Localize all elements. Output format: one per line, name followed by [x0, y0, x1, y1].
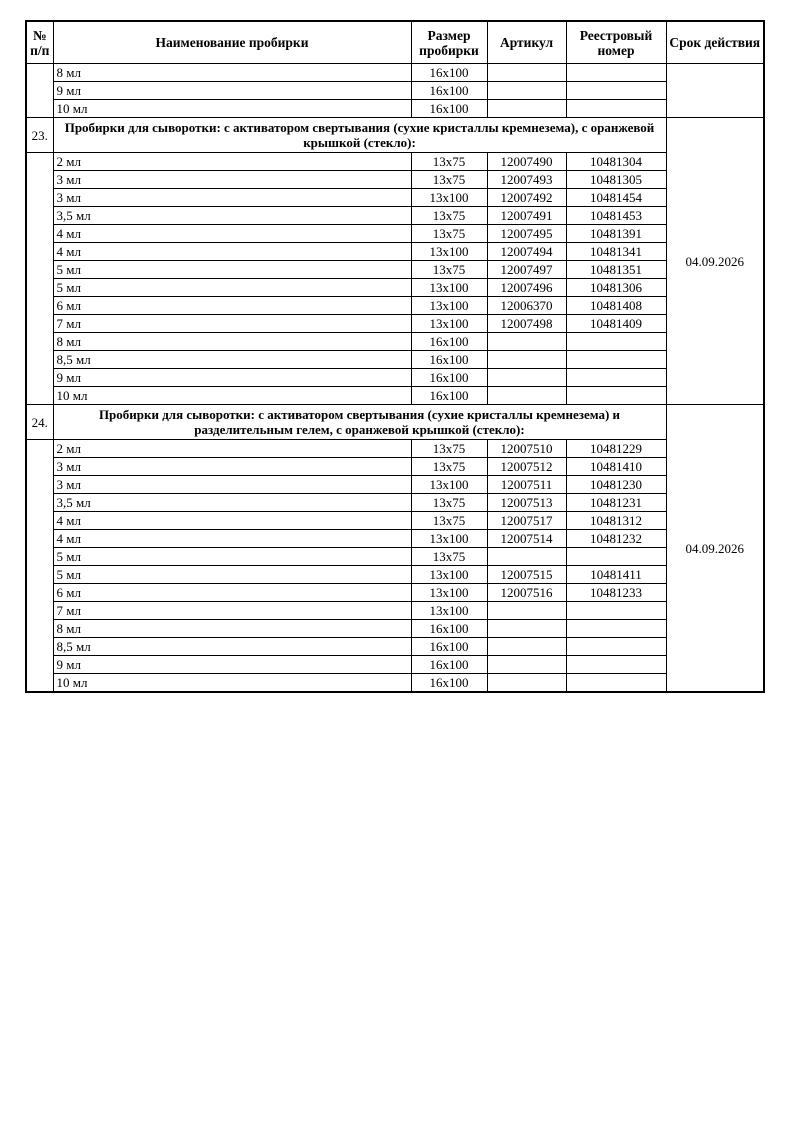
header-size: Размер пробирки	[411, 21, 487, 64]
cell-size: 16x100	[411, 82, 487, 100]
cell-name: 10 мл	[53, 100, 411, 118]
cell-size: 13x100	[411, 602, 487, 620]
validity-cell: 04.09.2026	[666, 405, 764, 693]
table-row	[26, 100, 764, 118]
cell-registry	[566, 387, 666, 405]
cell-size: 13x75	[411, 548, 487, 566]
cell-registry: 10481454	[566, 189, 666, 207]
cell-name: 3 мл	[53, 476, 411, 494]
cell-size: 16x100	[411, 64, 487, 82]
table-row	[26, 476, 764, 494]
section-number: 24.	[26, 405, 53, 440]
cell-size: 13x100	[411, 279, 487, 297]
cell-size: 13x100	[411, 584, 487, 602]
cell-article	[487, 387, 566, 405]
cell-size: 13x75	[411, 458, 487, 476]
table-row	[26, 297, 764, 315]
cell-registry: 10481453	[566, 207, 666, 225]
validity-cell	[666, 64, 764, 118]
cell-name: 8,5 мл	[53, 638, 411, 656]
cell-article	[487, 100, 566, 118]
cell-registry	[566, 351, 666, 369]
cell-name: 10 мл	[53, 387, 411, 405]
section-title: Пробирки для сыворотки: с активатором свертывания (сухие кристаллы кремнезема), с оранжевой крышкой (стекло):	[53, 118, 666, 153]
cell-registry	[566, 369, 666, 387]
cell-name: 3 мл	[53, 458, 411, 476]
table-row	[26, 584, 764, 602]
cell-size: 13x100	[411, 243, 487, 261]
cell-registry	[566, 656, 666, 674]
cell-name: 9 мл	[53, 656, 411, 674]
header-registry: Реестровый номер	[566, 21, 666, 64]
cell-name: 5 мл	[53, 279, 411, 297]
cell-registry: 10481312	[566, 512, 666, 530]
cell-article: 12007492	[487, 189, 566, 207]
header-article: Артикул	[487, 21, 566, 64]
cell-article	[487, 638, 566, 656]
cell-registry: 10481391	[566, 225, 666, 243]
section-number: 23.	[26, 118, 53, 153]
table-row	[26, 602, 764, 620]
cell-size: 16x100	[411, 333, 487, 351]
cell-name: 5 мл	[53, 261, 411, 279]
cell-size: 16x100	[411, 369, 487, 387]
cell-article: 12007490	[487, 153, 566, 171]
table-row	[26, 620, 764, 638]
cell-article: 12007494	[487, 243, 566, 261]
cell-article: 12007496	[487, 279, 566, 297]
table-row	[26, 440, 764, 458]
cell-registry: 10481305	[566, 171, 666, 189]
cell-registry	[566, 333, 666, 351]
cell-size: 13x75	[411, 261, 487, 279]
table-row	[26, 261, 764, 279]
table-row	[26, 243, 764, 261]
table-row	[26, 638, 764, 656]
cell-article: 12007515	[487, 566, 566, 584]
cell-size: 13x75	[411, 512, 487, 530]
cell-article	[487, 351, 566, 369]
cell-article	[487, 333, 566, 351]
cell-name: 5 мл	[53, 548, 411, 566]
cell-article: 12007491	[487, 207, 566, 225]
cell-article: 12007517	[487, 512, 566, 530]
cell-registry: 10481304	[566, 153, 666, 171]
cell-article: 12007498	[487, 315, 566, 333]
cell-registry	[566, 82, 666, 100]
cell-size: 16x100	[411, 351, 487, 369]
validity-cell: 04.09.2026	[666, 118, 764, 405]
cell-name: 6 мл	[53, 297, 411, 315]
table-header-row	[26, 21, 764, 64]
cell-size: 16x100	[411, 100, 487, 118]
section-header-row	[26, 118, 764, 153]
cell-size: 13x75	[411, 153, 487, 171]
cell-size: 13x75	[411, 171, 487, 189]
cell-name: 3,5 мл	[53, 494, 411, 512]
table-row	[26, 387, 764, 405]
cell-name: 3 мл	[53, 189, 411, 207]
table-row	[26, 458, 764, 476]
cell-article: 12007513	[487, 494, 566, 512]
cell-article	[487, 64, 566, 82]
cell-article: 12007512	[487, 458, 566, 476]
table-row	[26, 333, 764, 351]
cell-registry: 10481230	[566, 476, 666, 494]
cell-article: 12007497	[487, 261, 566, 279]
cell-registry: 10481409	[566, 315, 666, 333]
table-row	[26, 315, 764, 333]
section-title: Пробирки для сыворотки: с активатором свертывания (сухие кристаллы кремнезема) и разделительным гелем, с оранжевой крышкой (стекло):	[53, 405, 666, 440]
cell-article: 12007495	[487, 225, 566, 243]
cell-registry	[566, 548, 666, 566]
table-row	[26, 64, 764, 82]
cell-article: 12007510	[487, 440, 566, 458]
cell-name: 7 мл	[53, 315, 411, 333]
table-row	[26, 674, 764, 693]
cell-size: 16x100	[411, 387, 487, 405]
cell-registry	[566, 602, 666, 620]
table-row	[26, 189, 764, 207]
cell-name: 4 мл	[53, 243, 411, 261]
cell-size: 16x100	[411, 620, 487, 638]
cell-name: 7 мл	[53, 602, 411, 620]
cell-size: 13x100	[411, 189, 487, 207]
cell-name: 8 мл	[53, 620, 411, 638]
cell-name: 3,5 мл	[53, 207, 411, 225]
table-row	[26, 279, 764, 297]
cell-size: 13x100	[411, 297, 487, 315]
cell-registry	[566, 100, 666, 118]
cell-article: 12007493	[487, 171, 566, 189]
cell-size: 13x75	[411, 225, 487, 243]
header-name: Наименование пробирки	[53, 21, 411, 64]
cell-registry: 10481351	[566, 261, 666, 279]
header-num: № п/п	[26, 21, 53, 64]
section-header-row	[26, 405, 764, 440]
table-row	[26, 153, 764, 171]
table-row	[26, 82, 764, 100]
cell-size: 16x100	[411, 674, 487, 693]
table-row	[26, 494, 764, 512]
cell-registry: 10481306	[566, 279, 666, 297]
cell-article	[487, 548, 566, 566]
cell-name: 9 мл	[53, 82, 411, 100]
cell-registry: 10481231	[566, 494, 666, 512]
cell-article: 12006370	[487, 297, 566, 315]
cell-article: 12007516	[487, 584, 566, 602]
cell-article	[487, 602, 566, 620]
cell-size: 16x100	[411, 656, 487, 674]
cell-name: 4 мл	[53, 530, 411, 548]
cell-size: 13x100	[411, 566, 487, 584]
table-row	[26, 207, 764, 225]
cell-size: 13x75	[411, 494, 487, 512]
cell-registry	[566, 674, 666, 693]
cell-registry: 10481410	[566, 458, 666, 476]
cell-size: 13x75	[411, 440, 487, 458]
cell-article	[487, 656, 566, 674]
cell-article	[487, 82, 566, 100]
cell-registry: 10481233	[566, 584, 666, 602]
cell-registry	[566, 620, 666, 638]
cell-name: 9 мл	[53, 369, 411, 387]
cell-article	[487, 674, 566, 693]
cell-registry: 10481408	[566, 297, 666, 315]
cell-name: 2 мл	[53, 153, 411, 171]
cell-registry: 10481411	[566, 566, 666, 584]
cell-size: 13x100	[411, 530, 487, 548]
table-row	[26, 225, 764, 243]
cell-name: 3 мл	[53, 171, 411, 189]
row-number-cell	[26, 153, 53, 405]
cell-name: 4 мл	[53, 225, 411, 243]
cell-name: 10 мл	[53, 674, 411, 693]
cell-registry: 10481232	[566, 530, 666, 548]
cell-name: 2 мл	[53, 440, 411, 458]
cell-name: 8,5 мл	[53, 351, 411, 369]
table-row	[26, 566, 764, 584]
cell-name: 5 мл	[53, 566, 411, 584]
cell-size: 16x100	[411, 638, 487, 656]
cell-name: 6 мл	[53, 584, 411, 602]
cell-name: 8 мл	[53, 333, 411, 351]
table-row	[26, 512, 764, 530]
table-row	[26, 548, 764, 566]
row-number-cell	[26, 440, 53, 693]
cell-article: 12007511	[487, 476, 566, 494]
row-number-cell	[26, 64, 53, 118]
cell-registry	[566, 64, 666, 82]
table-row	[26, 171, 764, 189]
table-row	[26, 530, 764, 548]
cell-registry	[566, 638, 666, 656]
cell-size: 13x75	[411, 207, 487, 225]
cell-article	[487, 620, 566, 638]
cell-registry: 10481341	[566, 243, 666, 261]
cell-registry: 10481229	[566, 440, 666, 458]
cell-size: 13x100	[411, 476, 487, 494]
cell-size: 13x100	[411, 315, 487, 333]
tube-catalog-table	[25, 20, 765, 693]
header-validity: Срок действия	[666, 21, 764, 64]
cell-name: 4 мл	[53, 512, 411, 530]
table-row	[26, 369, 764, 387]
cell-name: 8 мл	[53, 64, 411, 82]
table-row	[26, 656, 764, 674]
table-row	[26, 351, 764, 369]
cell-article	[487, 369, 566, 387]
cell-article: 12007514	[487, 530, 566, 548]
